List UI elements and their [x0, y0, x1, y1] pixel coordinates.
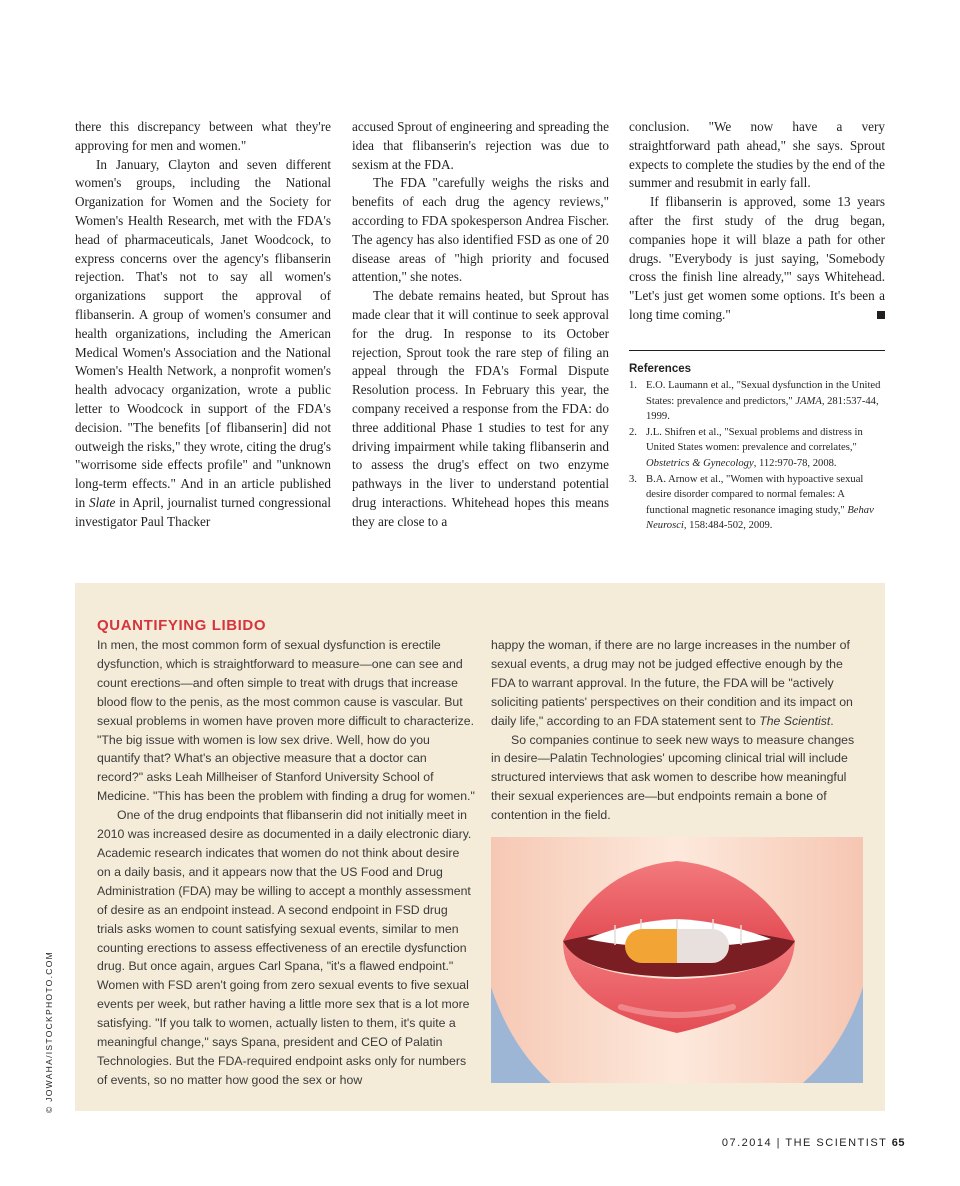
- reference-item: 2. J.L. Shifren et al., "Sexual problems and distress in United States women: prevalence and correlates," Obstetrics & Gynecology, 112:970-78, 2008.: [629, 426, 863, 469]
- paragraph: In men, the most common form of sexual dysfunction is erectile dysfunction, which is straightforward to measure—one can see and count erections—and often simple to treat with drugs that increase blood flow to the penis, as the most common cause is vascular. But sexual problems in women have proven more difficult to characterize. "The big issue with women is low sex drive. Well, how do you quantify that? What's an objective measure that a doctor can record?" asks Leah Millheiser of Stanford University School of Medicine. "This has been the problem with finding a drug for women.": [97, 638, 475, 804]
- reference-item: 3. B.A. Arnow et al., "Women with hypoactive sexual desire disorder compared to normal females: A functional magnetic resonance imaging study," Behav Neurosci, 158:484-502, 2009.: [629, 473, 874, 532]
- sidebar-box: [75, 583, 885, 1111]
- lips-pill-illustration: [491, 837, 863, 1083]
- sidebar-column-1: [97, 636, 475, 1090]
- paragraph: conclusion. "We now have a very straightforward path ahead," she says. Sprout expects to complete the studies by the end of the summer and resubmit in early fall.: [629, 119, 885, 191]
- article-column-2: [352, 118, 609, 532]
- references: [629, 350, 885, 534]
- references-heading: References: [629, 363, 692, 375]
- paragraph: The FDA "carefully weighs the risks and benefits of each drug the agency reviews," according to FDA spokesperson Andrea Fischer. The agency has also identified FSD as one of 20 disease areas of "high priority and focused attention," she notes.: [352, 175, 609, 285]
- paragraph: accused Sprout of engineering and spreading the idea that flibanserin's rejection was due to sexism at the FDA.: [352, 119, 609, 172]
- photo-credit: © JOWAHA/ISTOCKPHOTO.COM: [44, 951, 54, 1113]
- sidebar-title: QUANTIFYING LIBIDO: [97, 617, 267, 634]
- paragraph: The debate remains heated, but Sprout has made clear that it will continue to seek approval for the drug. In response to its October rejection, Sprout took the rare step of filing an appeal through the FDA's Formal Dispute Resolution process. In February this year, the company received a response from the FDA: do three additional Phase 1 studies to test for any driving impairment while taking flibanserin and to assess the drug's effect on two enzyme pathways in the liver to understand potential drug interactions. Whitehead hopes this means they are close to a: [352, 288, 609, 529]
- lips-pill-icon: [491, 837, 863, 1083]
- end-of-article-square-icon: [877, 311, 885, 319]
- paragraph: happy the woman, if there are no large increases in the number of sexual events, a drug may not be judged effective enough by the FDA to warrant approval. In the future, the FDA will be "actively soliciting patients' perspectives on their condition and its impact on daily life," according to an FDA statement sent to The Scientist.: [491, 638, 853, 728]
- references-list: [629, 378, 885, 534]
- paragraph: there this discrepancy between what they're approving for men and women.": [75, 119, 331, 153]
- paragraph: One of the drug endpoints that flibanserin did not initially meet in 2010 was increased desire as documented in a daily electronic diary. Academic research indicates that women do not think about desire on a daily basis, and it appears now that the US Food and Drug Administration (FDA) may be willing to accept a monthly assessment of desire as an endpoint instead. A second endpoint in FSD drug trials asks women to count satisfying sexual events, similar to men counting erections to assess effectiveness of an erectile dysfunction drug. But once again, argues Carl Spana, "it's a flawed endpoint." Women with FSD aren't going from zero sexual events to five sexual events per week, but rather having a little more sex that is a lot more satisfying. "If you talk to women, actually listen to them, it's quite a meaningful change," says Spana, president and CEO of Palatin Technologies. But the FDA-required endpoint asks only for numbers of events, so no matter how good the sex or how: [97, 808, 472, 1087]
- article-column-1: [75, 118, 331, 532]
- reference-item: 1. E.O. Laumann et al., "Sexual dysfunction in the United States: prevalence and predictors," JAMA, 281:537-44, 1999.: [629, 380, 881, 423]
- paragraph: In January, Clayton and seven different women's groups, including the National Organization for Women and the Society for Women's Health Research, met with the FDA's head of pharmaceuticals, Janet Woodcock, to express concerns over the agency's flibanserin rejection. That's not to say all women's organizations support the approval of flibanserin. A group of women's consumer and health organizations, including the American Medical Women's Association and the National Women's Health Network, a nonprofit women's health advocacy organization, wrote a public letter to Woodcock in support of the FDA's decision. "The benefits [of flibanserin] did not outweigh the risks," they wrote, citing the drug's "worrisome side effects profile" and "unknown long-term effects." And in an article published in Slate in April, journalist turned congressional investigator Paul Thacker: [75, 156, 331, 529]
- sidebar-column-2: [491, 636, 867, 825]
- article-column-3: [629, 118, 885, 325]
- page-footer: 07.2014 | THE SCIENTIST 65: [721, 1137, 905, 1149]
- paragraph: So companies continue to seek new ways to measure changes in desire—Palatin Technologies' upcoming clinical trial will include structured interviews that ask women to describe how meaningful their sexual experiences are—but endpoints remain a bone of contention in the field.: [491, 732, 855, 823]
- paragraph: If flibanserin is approved, some 13 years after the first study of the drug began, companies hope it will blaze a path for other drugs. "Everybody is just saying, 'Somebody cross the finish line already,'" says Whitehead. "Let's just get women some options. It's been a long time coming.": [629, 194, 885, 322]
- page-number: 65: [891, 1137, 905, 1149]
